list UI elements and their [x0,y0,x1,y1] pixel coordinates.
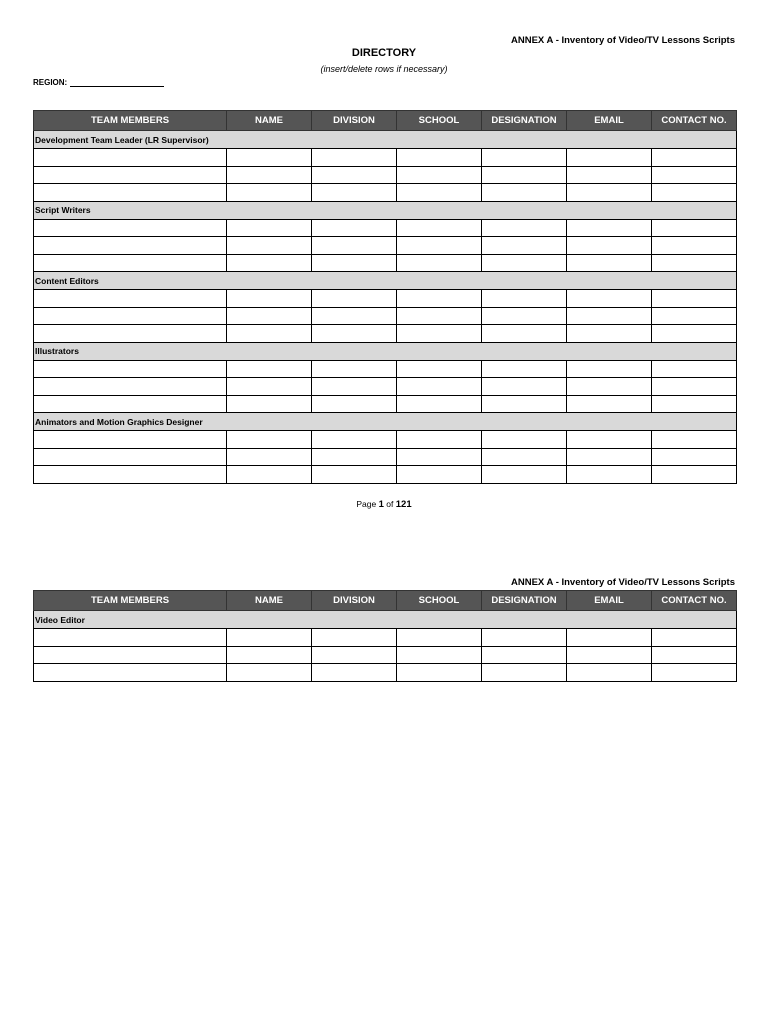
section-label: Animators and Motion Graphics Designer [34,413,737,431]
cell-email[interactable] [567,378,652,396]
cell-school[interactable] [397,378,482,396]
cell-name[interactable] [227,290,312,308]
table-row [34,466,737,484]
column-header-division: DIVISION [312,591,397,611]
cell-contact-no[interactable] [652,395,737,413]
cell-team-members[interactable] [34,664,227,682]
column-header-designation: DESIGNATION [482,111,567,131]
annex-header: ANNEX A - Inventory of Video/TV Lessons Scripts [511,35,735,46]
cell-name[interactable] [227,378,312,396]
cell-designation[interactable] [482,254,567,272]
cell-designation[interactable] [482,395,567,413]
annex-header-page2: ANNEX A - Inventory of Video/TV Lessons Scripts [511,577,735,588]
cell-team-members[interactable] [34,237,227,255]
table-row [34,325,737,343]
column-header-team-members: TEAM MEMBERS [34,591,227,611]
cell-division[interactable] [312,166,397,184]
cell-designation[interactable] [482,307,567,325]
cell-team-members[interactable] [34,254,227,272]
column-header-name: NAME [227,111,312,131]
cell-name[interactable] [227,219,312,237]
cell-designation[interactable] [482,629,567,647]
cell-contact-no[interactable] [652,149,737,167]
cell-contact-no[interactable] [652,466,737,484]
table-row [34,448,737,466]
cell-email[interactable] [567,360,652,378]
cell-email[interactable] [567,149,652,167]
cell-division[interactable] [312,237,397,255]
cell-team-members[interactable] [34,629,227,647]
table-row [34,307,737,325]
cell-name[interactable] [227,307,312,325]
cell-school[interactable] [397,466,482,484]
cell-contact-no[interactable] [652,219,737,237]
cell-email[interactable] [567,431,652,449]
cell-division[interactable] [312,378,397,396]
cell-email[interactable] [567,307,652,325]
cell-division[interactable] [312,448,397,466]
cell-name[interactable] [227,237,312,255]
cell-school[interactable] [397,219,482,237]
cell-school[interactable] [397,360,482,378]
table-row [34,646,737,664]
column-header-school: SCHOOL [397,111,482,131]
table-row [34,664,737,682]
section-row-animators-and-motion-graphics-designer [34,413,737,431]
cell-contact-no[interactable] [652,166,737,184]
table-header-row [34,111,737,131]
page-number-current: 1 [378,499,384,510]
cell-email[interactable] [567,166,652,184]
table-row [34,360,737,378]
cell-contact-no[interactable] [652,307,737,325]
cell-division[interactable] [312,395,397,413]
cell-contact-no[interactable] [652,325,737,343]
cell-name[interactable] [227,431,312,449]
cell-team-members[interactable] [34,360,227,378]
cell-designation[interactable] [482,664,567,682]
page-subtitle: (insert/delete rows if necessary) [320,64,448,74]
cell-school[interactable] [397,646,482,664]
cell-team-members[interactable] [34,166,227,184]
table-row [34,149,737,167]
cell-email[interactable] [567,664,652,682]
cell-designation[interactable] [482,466,567,484]
cell-name[interactable] [227,395,312,413]
cell-team-members[interactable] [34,448,227,466]
cell-name[interactable] [227,629,312,647]
cell-designation[interactable] [482,290,567,308]
table-row [34,290,737,308]
table-row [34,219,737,237]
cell-designation[interactable] [482,237,567,255]
cell-division[interactable] [312,629,397,647]
cell-name[interactable] [227,149,312,167]
section-row-content-editors [34,272,737,290]
section-row-illustrators [34,342,737,360]
cell-school[interactable] [397,325,482,343]
cell-contact-no[interactable] [652,646,737,664]
page-number-prefix: Page [356,499,377,509]
cell-name[interactable] [227,466,312,484]
cell-email[interactable] [567,184,652,202]
column-header-school: SCHOOL [397,591,482,611]
cell-school[interactable] [397,290,482,308]
cell-contact-no[interactable] [652,290,737,308]
column-header-team-members: TEAM MEMBERS [34,111,227,131]
column-header-contact-no: CONTACT NO. [652,111,737,131]
cell-division[interactable] [312,360,397,378]
section-label: Illustrators [34,342,737,360]
cell-division[interactable] [312,646,397,664]
cell-school[interactable] [397,395,482,413]
cell-team-members[interactable] [34,184,227,202]
cell-name[interactable] [227,166,312,184]
cell-division[interactable] [312,219,397,237]
cell-email[interactable] [567,290,652,308]
cell-email[interactable] [567,646,652,664]
cell-designation[interactable] [482,431,567,449]
column-header-division: DIVISION [312,111,397,131]
cell-contact-no[interactable] [652,378,737,396]
cell-contact-no[interactable] [652,254,737,272]
cell-name[interactable] [227,664,312,682]
section-label: Content Editors [34,272,737,290]
cell-contact-no[interactable] [652,629,737,647]
cell-email[interactable] [567,237,652,255]
cell-team-members[interactable] [34,395,227,413]
column-header-email: EMAIL [567,591,652,611]
cell-email[interactable] [567,629,652,647]
cell-email[interactable] [567,325,652,343]
page-number-total: 121 [395,499,412,510]
cell-designation[interactable] [482,166,567,184]
cell-designation[interactable] [482,360,567,378]
cell-team-members[interactable] [34,325,227,343]
cell-school[interactable] [397,184,482,202]
cell-division[interactable] [312,254,397,272]
cell-school[interactable] [397,254,482,272]
cell-school[interactable] [397,629,482,647]
cell-division[interactable] [312,149,397,167]
cell-email[interactable] [567,254,652,272]
cell-email[interactable] [567,219,652,237]
directory-table-page2 [33,590,737,682]
cell-designation[interactable] [482,219,567,237]
cell-name[interactable] [227,448,312,466]
cell-school[interactable] [397,448,482,466]
cell-designation[interactable] [482,149,567,167]
cell-school[interactable] [397,237,482,255]
cell-contact-no[interactable] [652,431,737,449]
cell-division[interactable] [312,431,397,449]
section-label: Development Team Leader (LR Supervisor) [34,131,737,149]
table-row [34,378,737,396]
cell-team-members[interactable] [34,307,227,325]
table-row [34,184,737,202]
table-row [34,237,737,255]
cell-email[interactable] [567,395,652,413]
table-row [34,629,737,647]
section-label: Script Writers [34,201,737,219]
section-row-development-team-leader-lr-supervisor [34,131,737,149]
cell-division[interactable] [312,184,397,202]
table-row [34,431,737,449]
cell-name[interactable] [227,184,312,202]
cell-designation[interactable] [482,378,567,396]
page-number [0,499,768,510]
cell-division[interactable] [312,307,397,325]
cell-division[interactable] [312,664,397,682]
cell-name[interactable] [227,646,312,664]
cell-division[interactable] [312,466,397,484]
cell-contact-no[interactable] [652,448,737,466]
table-row [34,395,737,413]
cell-contact-no[interactable] [652,237,737,255]
table-row [34,254,737,272]
cell-designation[interactable] [482,184,567,202]
cell-contact-no[interactable] [652,184,737,202]
page-number-of: of [386,499,394,509]
section-row-script-writers [34,201,737,219]
section-label: Video Editor [34,611,737,629]
cell-school[interactable] [397,307,482,325]
cell-team-members[interactable] [34,431,227,449]
cell-team-members[interactable] [34,378,227,396]
cell-name[interactable] [227,360,312,378]
cell-school[interactable] [397,431,482,449]
cell-team-members[interactable] [34,466,227,484]
page-title: DIRECTORY [351,47,417,59]
cell-contact-no[interactable] [652,360,737,378]
cell-email[interactable] [567,466,652,484]
cell-designation[interactable] [482,325,567,343]
cell-team-members[interactable] [34,219,227,237]
table-header-row [34,591,737,611]
column-header-name: NAME [227,591,312,611]
cell-name[interactable] [227,254,312,272]
region-label: REGION: [33,78,68,87]
column-header-email: EMAIL [567,111,652,131]
cell-designation[interactable] [482,448,567,466]
column-header-contact-no: CONTACT NO. [652,591,737,611]
section-row-video-editor [34,611,737,629]
cell-name[interactable] [227,325,312,343]
cell-school[interactable] [397,166,482,184]
cell-contact-no[interactable] [652,664,737,682]
region-field [33,78,164,87]
cell-school[interactable] [397,149,482,167]
cell-email[interactable] [567,448,652,466]
cell-team-members[interactable] [34,149,227,167]
cell-school[interactable] [397,664,482,682]
cell-division[interactable] [312,325,397,343]
cell-division[interactable] [312,290,397,308]
table-row [34,166,737,184]
cell-team-members[interactable] [34,290,227,308]
column-header-designation: DESIGNATION [482,591,567,611]
region-input-line[interactable] [70,78,164,87]
directory-table [33,110,737,484]
cell-designation[interactable] [482,646,567,664]
cell-team-members[interactable] [34,646,227,664]
